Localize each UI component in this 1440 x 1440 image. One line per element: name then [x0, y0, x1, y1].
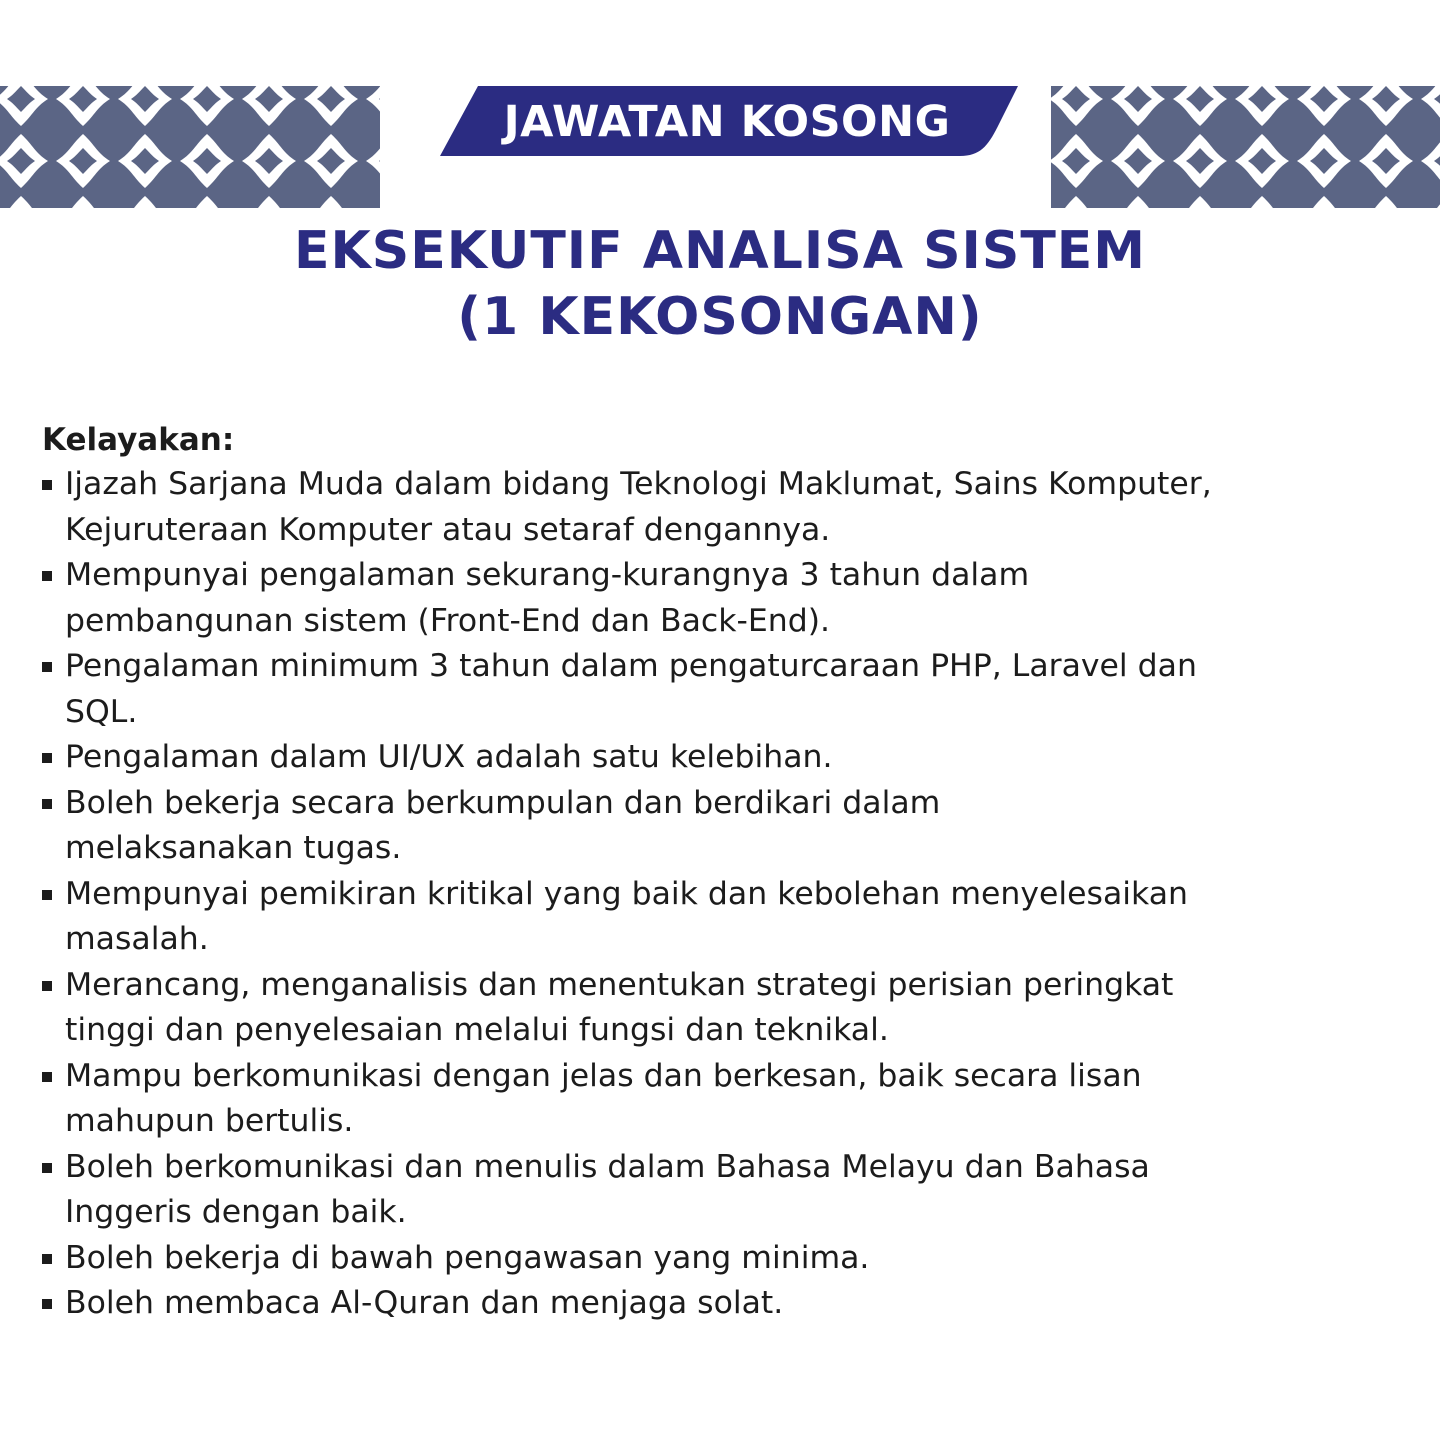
qualification-text-line: Boleh bekerja di bawah pengawasan yang minima. — [65, 1239, 870, 1276]
qualification-text-line: Boleh berkomunikasi dan menulis dalam Bahasa Melayu dan Bahasa — [65, 1148, 1150, 1185]
square-bullet-icon — [42, 1072, 52, 1082]
square-bullet-icon — [42, 799, 52, 809]
header-banner — [440, 86, 1018, 158]
square-bullet-icon — [42, 662, 52, 672]
qualification-text-line: melaksanakan tugas. — [65, 830, 402, 866]
vacancy-count-line: (1 KEKOSONGAN) — [457, 287, 983, 347]
qualification-item — [42, 1281, 1422, 1327]
job-title — [0, 218, 1440, 350]
qualification-item — [42, 781, 1422, 872]
qualifications-heading: Kelayakan: — [42, 422, 235, 458]
qualification-text-line: masalah. — [65, 921, 209, 957]
job-title-line: EKSEKUTIF ANALISA SISTEM — [293, 221, 1147, 281]
qualification-text-line: Inggeris dengan baik. — [65, 1194, 407, 1230]
qualification-text-line: Pengalaman dalam UI/UX adalah satu kelebihan. — [65, 739, 833, 775]
qualification-text-line: Ijazah Sarjana Muda dalam bidang Teknologi Maklumat, Sains Komputer, — [65, 466, 1212, 502]
lattice-pattern-icon — [0, 86, 380, 208]
qualification-text-line: Mempunyai pengalaman sekurang-kurangnya 3 tahun dalam — [65, 557, 1030, 593]
qualification-item — [42, 1145, 1422, 1236]
square-bullet-icon — [42, 1254, 52, 1264]
qualification-item — [42, 872, 1422, 963]
qualification-text-line: Mampu berkomunikasi dengan jelas dan berkesan, baik secara lisan — [65, 1057, 1142, 1094]
qualification-item — [42, 1236, 1422, 1282]
square-bullet-icon — [42, 890, 52, 900]
qualification-item — [42, 553, 1422, 644]
qualification-item — [42, 735, 1422, 781]
square-bullet-icon — [42, 1299, 52, 1309]
qualification-text-line: SQL. — [65, 693, 138, 730]
square-bullet-icon — [42, 571, 52, 581]
qualification-text-line: Boleh membaca Al-Quran dan menjaga solat. — [65, 1285, 784, 1321]
qualification-text-line: mahupun bertulis. — [65, 1103, 354, 1139]
qualification-item — [42, 462, 1422, 553]
qualification-text-line: Kejuruteraan Komputer atau setaraf dengannya. — [65, 511, 831, 548]
qualification-text-line: Mempunyai pemikiran kritikal yang baik dan kebolehan menyelesaikan — [65, 875, 1188, 912]
square-bullet-icon — [42, 1163, 52, 1173]
square-bullet-icon — [42, 753, 52, 763]
banner-title: JAWATAN KOSONG — [503, 97, 951, 147]
square-bullet-icon — [42, 480, 52, 490]
lattice-pattern-icon — [1051, 86, 1440, 208]
qualification-text-line: Boleh bekerja secara berkumpulan dan berdikari dalam — [65, 784, 941, 821]
qualification-text-line: Merancang, menganalisis dan menentukan strategi perisian peringkat — [65, 966, 1174, 1003]
qualification-text-line: Pengalaman minimum 3 tahun dalam pengaturcaraan PHP, Laravel dan — [65, 648, 1197, 684]
qualifications-list — [42, 462, 1422, 1327]
qualification-text-line: pembangunan sistem (Front-End dan Back-End). — [65, 602, 831, 639]
square-bullet-icon — [42, 981, 52, 991]
qualification-item — [42, 644, 1422, 735]
qualification-item — [42, 963, 1422, 1054]
qualification-text-line: tinggi dan penyelesaian melalui fungsi dan teknikal. — [65, 1012, 889, 1048]
qualification-item — [42, 1054, 1422, 1145]
